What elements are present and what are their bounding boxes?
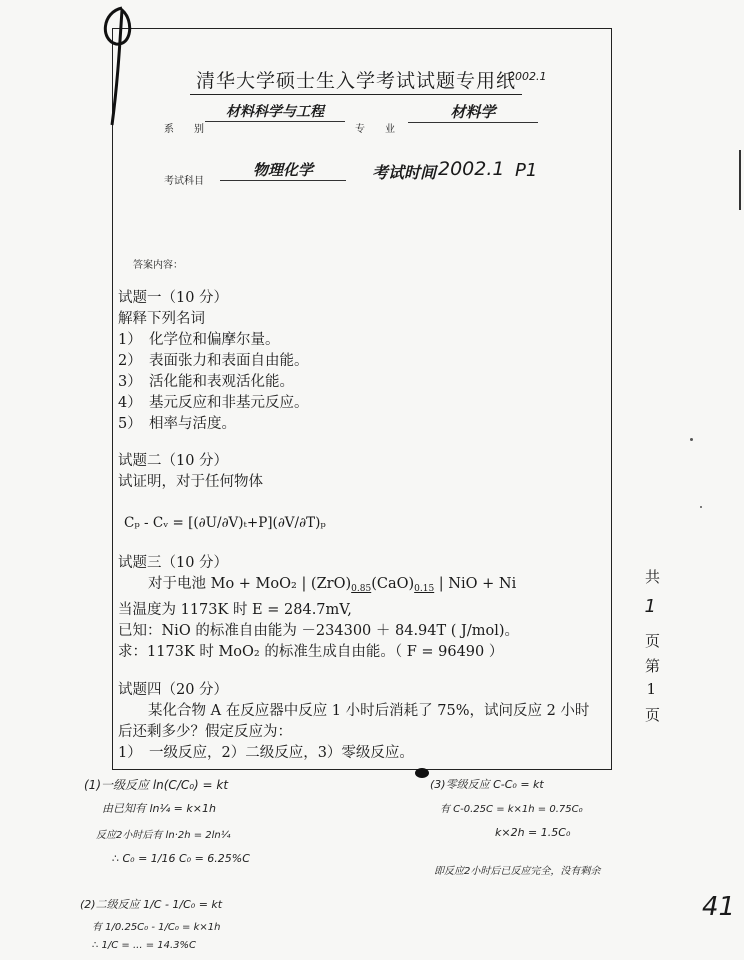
page-count-ye: 页: [644, 632, 660, 650]
cell-part-b: (CaO): [371, 576, 415, 592]
exam-paper-title: 清华大学硕士生入学考试试题专用纸: [190, 66, 522, 95]
margin-number: 41: [702, 892, 736, 922]
question-2: [118, 451, 263, 493]
page-count-di: 第: [644, 657, 660, 675]
page-count-ye-2: 页: [644, 706, 660, 724]
question-3: [118, 553, 519, 663]
cell-part-c: | NiO + Ni: [434, 576, 517, 592]
handwritten-answer: (2)二级反应 1/C - 1/C₀ = kt: [80, 898, 223, 911]
question-1-item: 2） 表面张力和表面自由能。: [118, 353, 309, 369]
handwritten-answer: (1)一级反应 ln(C/C₀) = kt: [84, 778, 229, 792]
question-1-item: 1） 化学位和偏摩尔量。: [118, 332, 280, 348]
corner-note: 2002.1: [508, 70, 547, 83]
dept-label: 系 别: [164, 124, 204, 135]
cell-subscript-1: 0.85: [351, 584, 372, 594]
page-mark: P1: [515, 160, 538, 181]
major-value: 材料学: [408, 101, 538, 123]
handwritten-answer: (3)零级反应 C-C₀ = kt: [430, 778, 544, 791]
question-1: [118, 288, 308, 435]
dept-value: 材料科学与工程: [205, 101, 345, 122]
handwritten-answer: 有 C-0.25C = k×1h = 0.75C₀: [440, 804, 583, 815]
handwritten-answer: 由已知有 ln¼ = k×1h: [102, 802, 216, 815]
handwritten-answer: 有 1/0.25C₀ - 1/C₀ = k×1h: [92, 922, 221, 933]
question-4-line: 1） 一级反应，2）二级反应，3）零级反应。: [118, 745, 414, 761]
question-2-title: 试题二（10 分）: [118, 453, 229, 469]
handwritten-answer: 即反应2小时后已反应完全，没有剩余: [434, 866, 601, 877]
question-1-title: 试题一（10 分）: [118, 290, 229, 306]
question-3-title: 试题三（10 分）: [118, 555, 229, 571]
page-count-current: 1: [646, 680, 656, 698]
question-1-item: 3） 活化能和表观活化能。: [118, 374, 294, 390]
question-4-line: 某化合物 A 在反应器中反应 1 小时后消耗了 75%，试问反应 2 小时: [148, 703, 590, 719]
question-4: [118, 680, 589, 764]
page-count-gong: 共: [644, 568, 660, 586]
handwritten-answer: k×2h = 1.5C₀: [495, 826, 571, 839]
cell-part-a: 对于电池 Mo + MoO₂ | (ZrO): [148, 576, 352, 592]
answer-label: 答案内容：: [133, 260, 183, 271]
question-4-title: 试题四（20 分）: [118, 682, 229, 698]
question-3-line: 当温度为 1173K 时 E = 284.7mV,: [118, 602, 352, 618]
question-3-line: 已知：NiO 的标准自由能为 －234300 ＋ 84.94T ( J/mol)。: [118, 623, 520, 639]
page-edge-mark: [739, 150, 741, 210]
question-1-instruction: 解释下列名词: [118, 311, 205, 327]
cell-subscript-2: 0.15: [414, 584, 435, 594]
question-3-line: 求：1173K 时 MoO₂ 的标准生成自由能。（ F = 96490 ）: [118, 644, 504, 660]
major-label: 专 业: [355, 124, 395, 135]
exam-time-value: 2002.1: [438, 158, 505, 180]
ink-blot: [415, 768, 429, 778]
question-3-cell: [118, 574, 519, 600]
ink-speck: [700, 506, 702, 508]
question-2-formula: Cₚ - Cᵥ = [(∂U/∂V)ₜ+P](∂V/∂T)ₚ: [124, 515, 326, 531]
exam-time-label: 考试时间: [372, 163, 437, 182]
ink-speck: [690, 438, 693, 441]
question-1-item: 4） 基元反应和非基元反应。: [118, 395, 309, 411]
handwritten-answer: 反应2小时后有 ln·2h = 2ln¼: [96, 830, 231, 841]
question-1-item: 5） 相率与活度。: [118, 416, 236, 432]
handwritten-answer: ∴ C₀ = 1/16 C₀ = 6.25%C: [112, 852, 250, 865]
page-count-total: 1: [644, 596, 656, 617]
question-2-text: 试证明，对于任何物体: [118, 474, 263, 490]
handwritten-answer: ∴ 1/C = ... = 14.3%C: [92, 940, 197, 951]
subject-label: 考试科目: [164, 176, 204, 187]
question-4-line: 后还剩多少？假定反应为：: [118, 724, 292, 740]
subject-value: 物理化学: [220, 159, 346, 181]
scribble-mark: [92, 0, 142, 130]
